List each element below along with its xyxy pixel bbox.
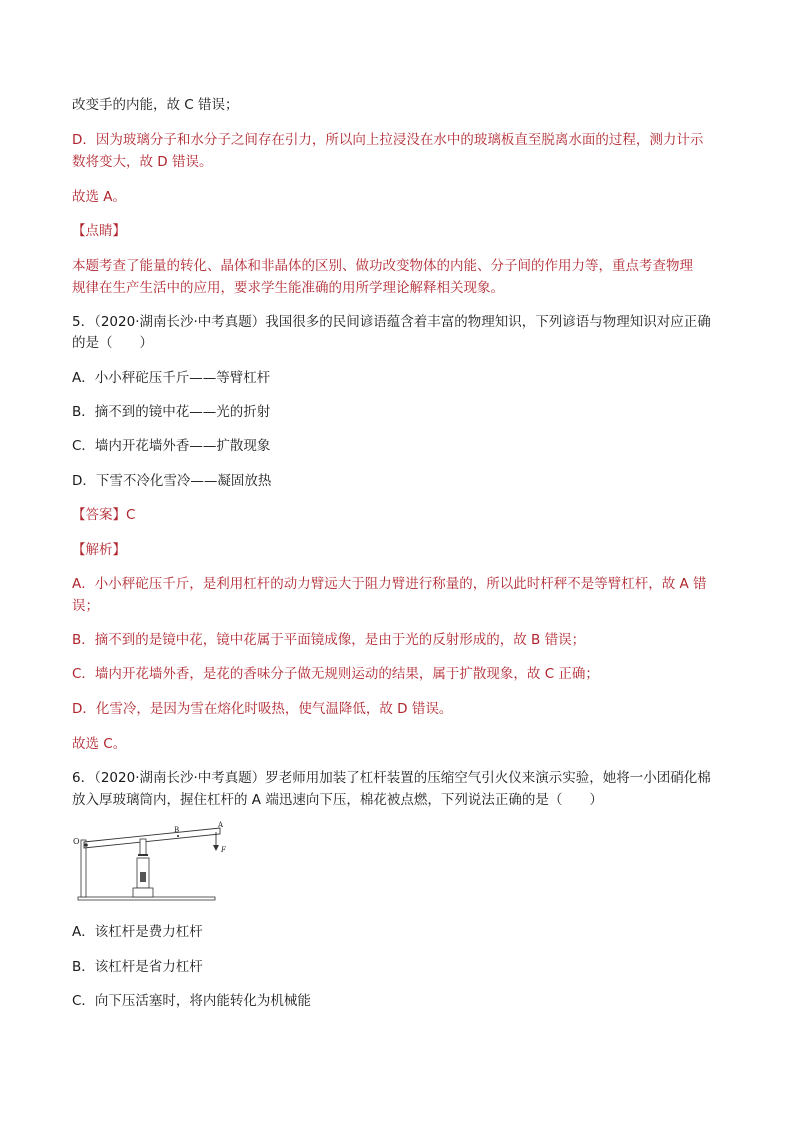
cylinder-base bbox=[133, 888, 153, 897]
text-line: 本题考查了能量的转化、晶体和非晶体的区别、做功改变物体的内能、分子间的作用力等，重点考查物理 bbox=[72, 258, 693, 274]
analysis-heading: 【解析】 bbox=[72, 542, 126, 558]
text-line: B．摘不到的是镜中花，镜中花属于平面镜成像，是由于光的反射形成的，故 B 错误； bbox=[72, 632, 586, 648]
text-line: 规律在生产生活中的应用，要求学生能准确的用所学理论解释相关现象。 bbox=[72, 280, 504, 296]
text-line: 故选 C。 bbox=[72, 736, 127, 752]
option-b: B．摘不到的镜中花——光的折射 bbox=[72, 404, 271, 420]
question-stem: 5．（2020·湖南长沙·中考真题）我国很多的民间谚语蕴含着丰富的物理知识，下列谚语与物理知识对应正确 bbox=[72, 314, 711, 330]
question-stem: 6．（2020·湖南长沙·中考真题）罗老师用加装了杠杆装置的压缩空气引火仪来演示实验，她将一小团硝化棉 bbox=[72, 770, 711, 786]
text-line: C．墙内开花墙外香，是花的香味分子做无规则运动的结果，属于扩散现象，故 C 正确； bbox=[72, 666, 599, 682]
text-line: 故选 A。 bbox=[72, 189, 127, 205]
text-line: 改变手的内能，故 C 错误； bbox=[72, 97, 239, 113]
text-line: D．化雪冷，是因为雪在熔化时吸热，使气温降低，故 D 错误。 bbox=[72, 701, 453, 717]
option-a: A．小小秤砣压千斤——等臂杠杆 bbox=[72, 370, 271, 386]
question-stem: 放入厚玻璃筒内，握住杠杆的 A 端迅速向下压，棉花被点燃，下列说法正确的是（ ） bbox=[72, 792, 603, 808]
label-o: O bbox=[73, 837, 80, 846]
option-a: A．该杠杆是费力杠杆 bbox=[72, 924, 203, 940]
cotton-sample bbox=[140, 872, 146, 882]
base-plate bbox=[78, 897, 215, 900]
label-f: F bbox=[221, 846, 226, 854]
piston-rod bbox=[140, 839, 146, 855]
option-d: D．下雪不冷化雪冷——凝固放热 bbox=[72, 473, 272, 489]
label-a: A bbox=[218, 821, 224, 829]
option-c: C．墙内开花墙外香——扩散现象 bbox=[72, 438, 271, 454]
text-line: D．因为玻璃分子和水分子之间存在引力，所以向上拉浸没在水中的玻璃板直至脱离水面的过程，测力计示 bbox=[72, 132, 704, 148]
piston-collar bbox=[138, 854, 148, 856]
lever-apparatus-figure bbox=[70, 818, 250, 908]
force-arrow-head bbox=[213, 845, 219, 851]
text-line: A．小小秤砣压千斤，是利用杠杆的动力臂远大于阻力臂进行称量的，所以此时杆秤不是等臂杠杆，故 A 错 bbox=[72, 576, 707, 592]
pivot-point bbox=[84, 843, 88, 847]
text-line: 误； bbox=[72, 598, 99, 614]
question-stem: 的是（ ） bbox=[72, 335, 153, 351]
section-heading: 【点睛】 bbox=[72, 223, 126, 239]
text-line: 数将变大，故 D 错误。 bbox=[72, 154, 213, 170]
label-b: B bbox=[174, 826, 180, 834]
point-b-marker bbox=[177, 835, 179, 837]
option-c: C．向下压活塞时，将内能转化为机械能 bbox=[72, 993, 311, 1009]
support-post bbox=[81, 840, 86, 897]
option-b: B．该杠杆是省力杠杆 bbox=[72, 959, 203, 975]
answer-heading: 【答案】C bbox=[72, 507, 136, 523]
lever-bar bbox=[84, 828, 220, 848]
